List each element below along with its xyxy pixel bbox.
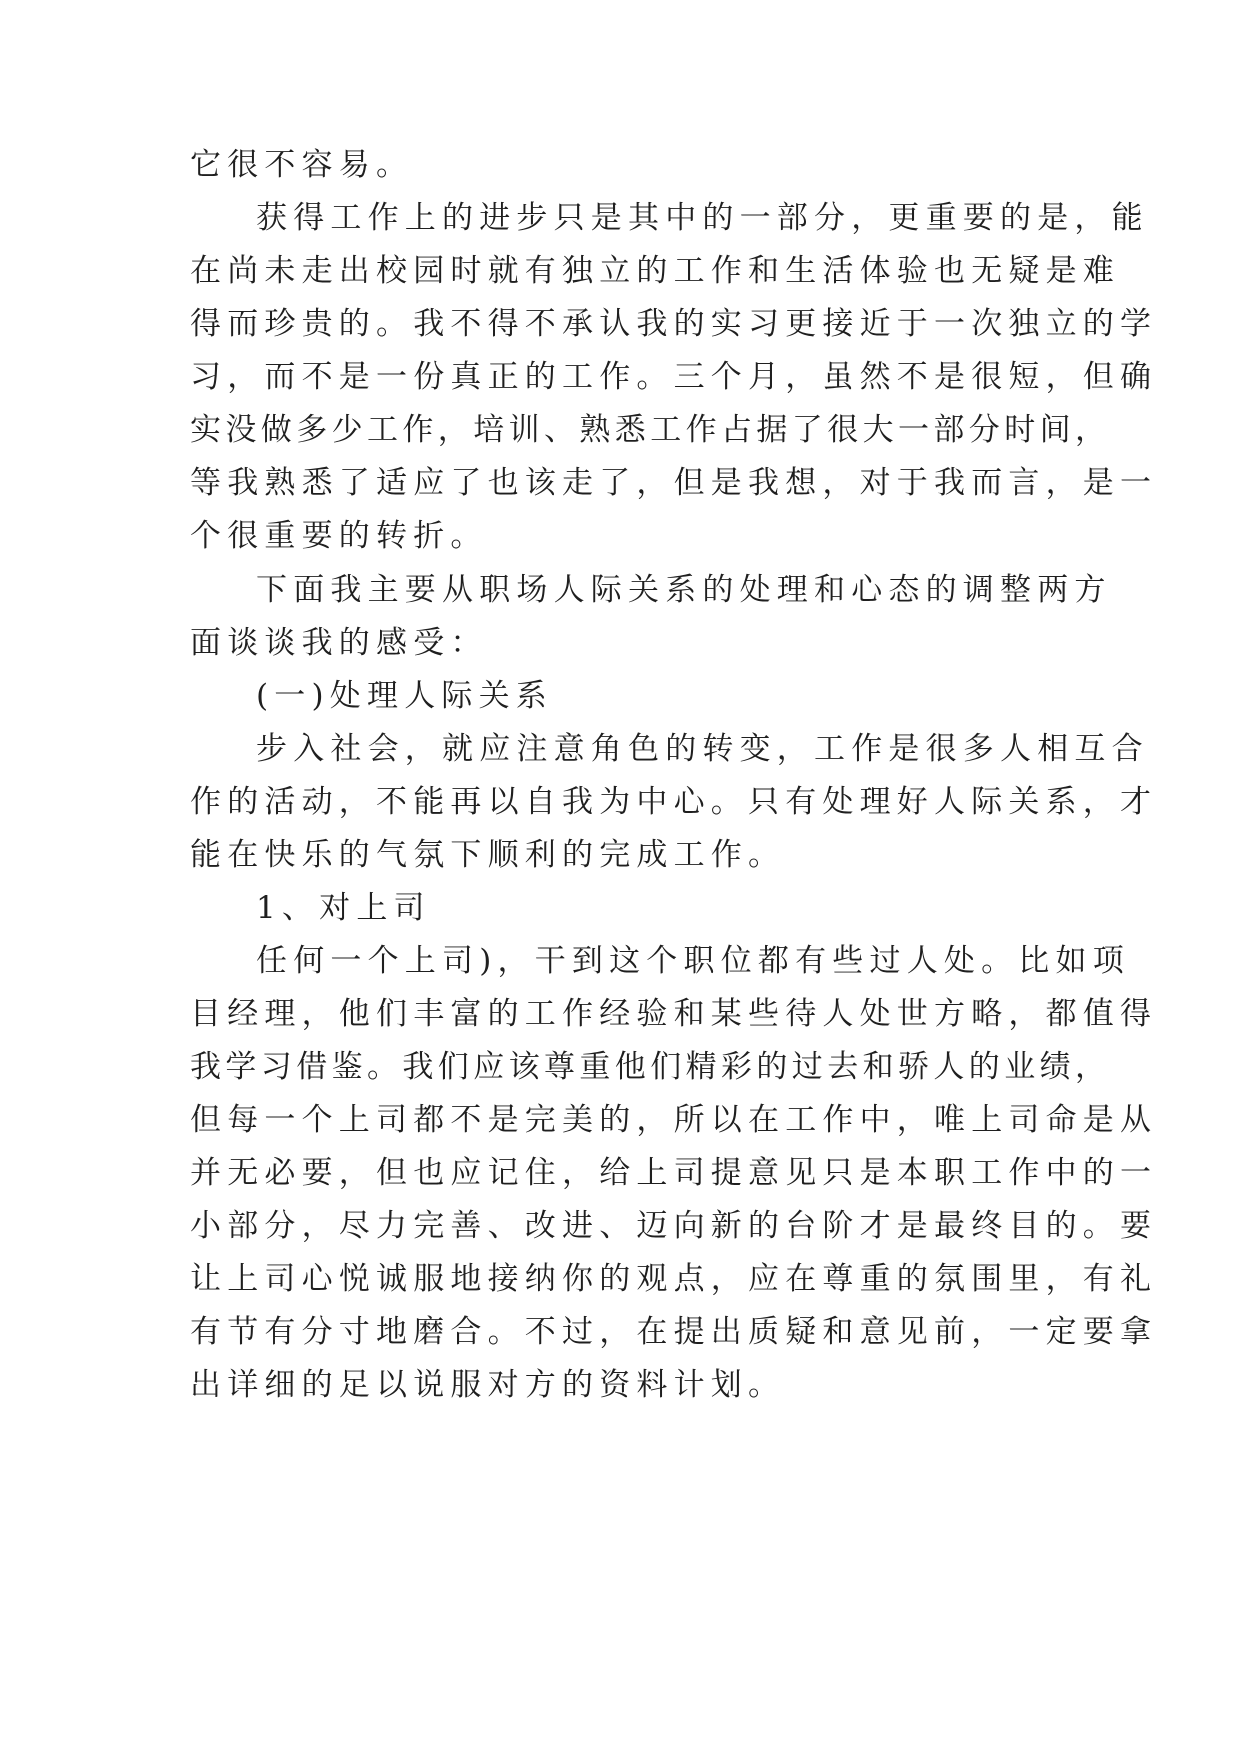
text-line: 有节有分寸地磨合。不过，在提出质疑和意见前，一定要拿 xyxy=(190,1314,1158,1350)
text-line: 得而珍贵的。我不得不承认我的实习更接近于一次独立的学 xyxy=(190,306,1158,342)
text-line: 小部分，尽力完善、改进、迈向新的台阶才是最终目的。要 xyxy=(190,1208,1158,1244)
text-line: 习，而不是一份真正的工作。三个月，虽然不是很短，但确 xyxy=(190,359,1158,395)
text-line: 我学习借鉴。我们应该尊重他们精彩的过去和骄人的业绩， xyxy=(190,1049,1111,1085)
text-line: 作的活动，不能再以自我为中心。只有处理好人际关系，才 xyxy=(190,784,1158,820)
section-heading: (一)处理人际关系 xyxy=(256,678,553,714)
text-line: 任何一个上司)，干到这个职位都有些过人处。比如项 xyxy=(256,943,1130,979)
text-line: 实没做多少工作，培训、熟悉工作占据了很大一部分时间， xyxy=(190,412,1111,448)
text-line: 它很不容易。 xyxy=(190,147,414,183)
text-line: 面谈谈我的感受： xyxy=(190,625,488,661)
text-line: 出详细的足以说服对方的资料计划。 xyxy=(190,1367,786,1403)
subsection-heading: 1、对上司 xyxy=(256,890,431,926)
text-line: 在尚未走出校园时就有独立的工作和生活体验也无疑是难 xyxy=(190,253,1120,289)
text-line: 但每一个上司都不是完美的，所以在工作中，唯上司命是从 xyxy=(190,1102,1158,1138)
text-line: 目经理，他们丰富的工作经验和某些待人处世方略，都值得 xyxy=(190,996,1158,1032)
text-line: 并无必要，但也应记住，给上司提意见只是本职工作中的一 xyxy=(190,1155,1158,1191)
text-line: 个很重要的转折。 xyxy=(190,518,488,554)
text-line: 获得工作上的进步只是其中的一部分，更重要的是，能 xyxy=(256,200,1149,236)
text-line: 能在快乐的气氛下顺利的完成工作。 xyxy=(190,837,786,873)
text-line: 步入社会，就应注意角色的转变，工作是很多人相互合 xyxy=(256,731,1149,767)
text-line: 等我熟悉了适应了也该走了，但是我想，对于我而言，是一 xyxy=(190,465,1158,501)
text-line: 下面我主要从职场人际关系的处理和心态的调整两方 xyxy=(256,572,1112,608)
text-line: 让上司心悦诚服地接纳你的观点，应在尊重的氛围里，有礼 xyxy=(190,1261,1158,1297)
